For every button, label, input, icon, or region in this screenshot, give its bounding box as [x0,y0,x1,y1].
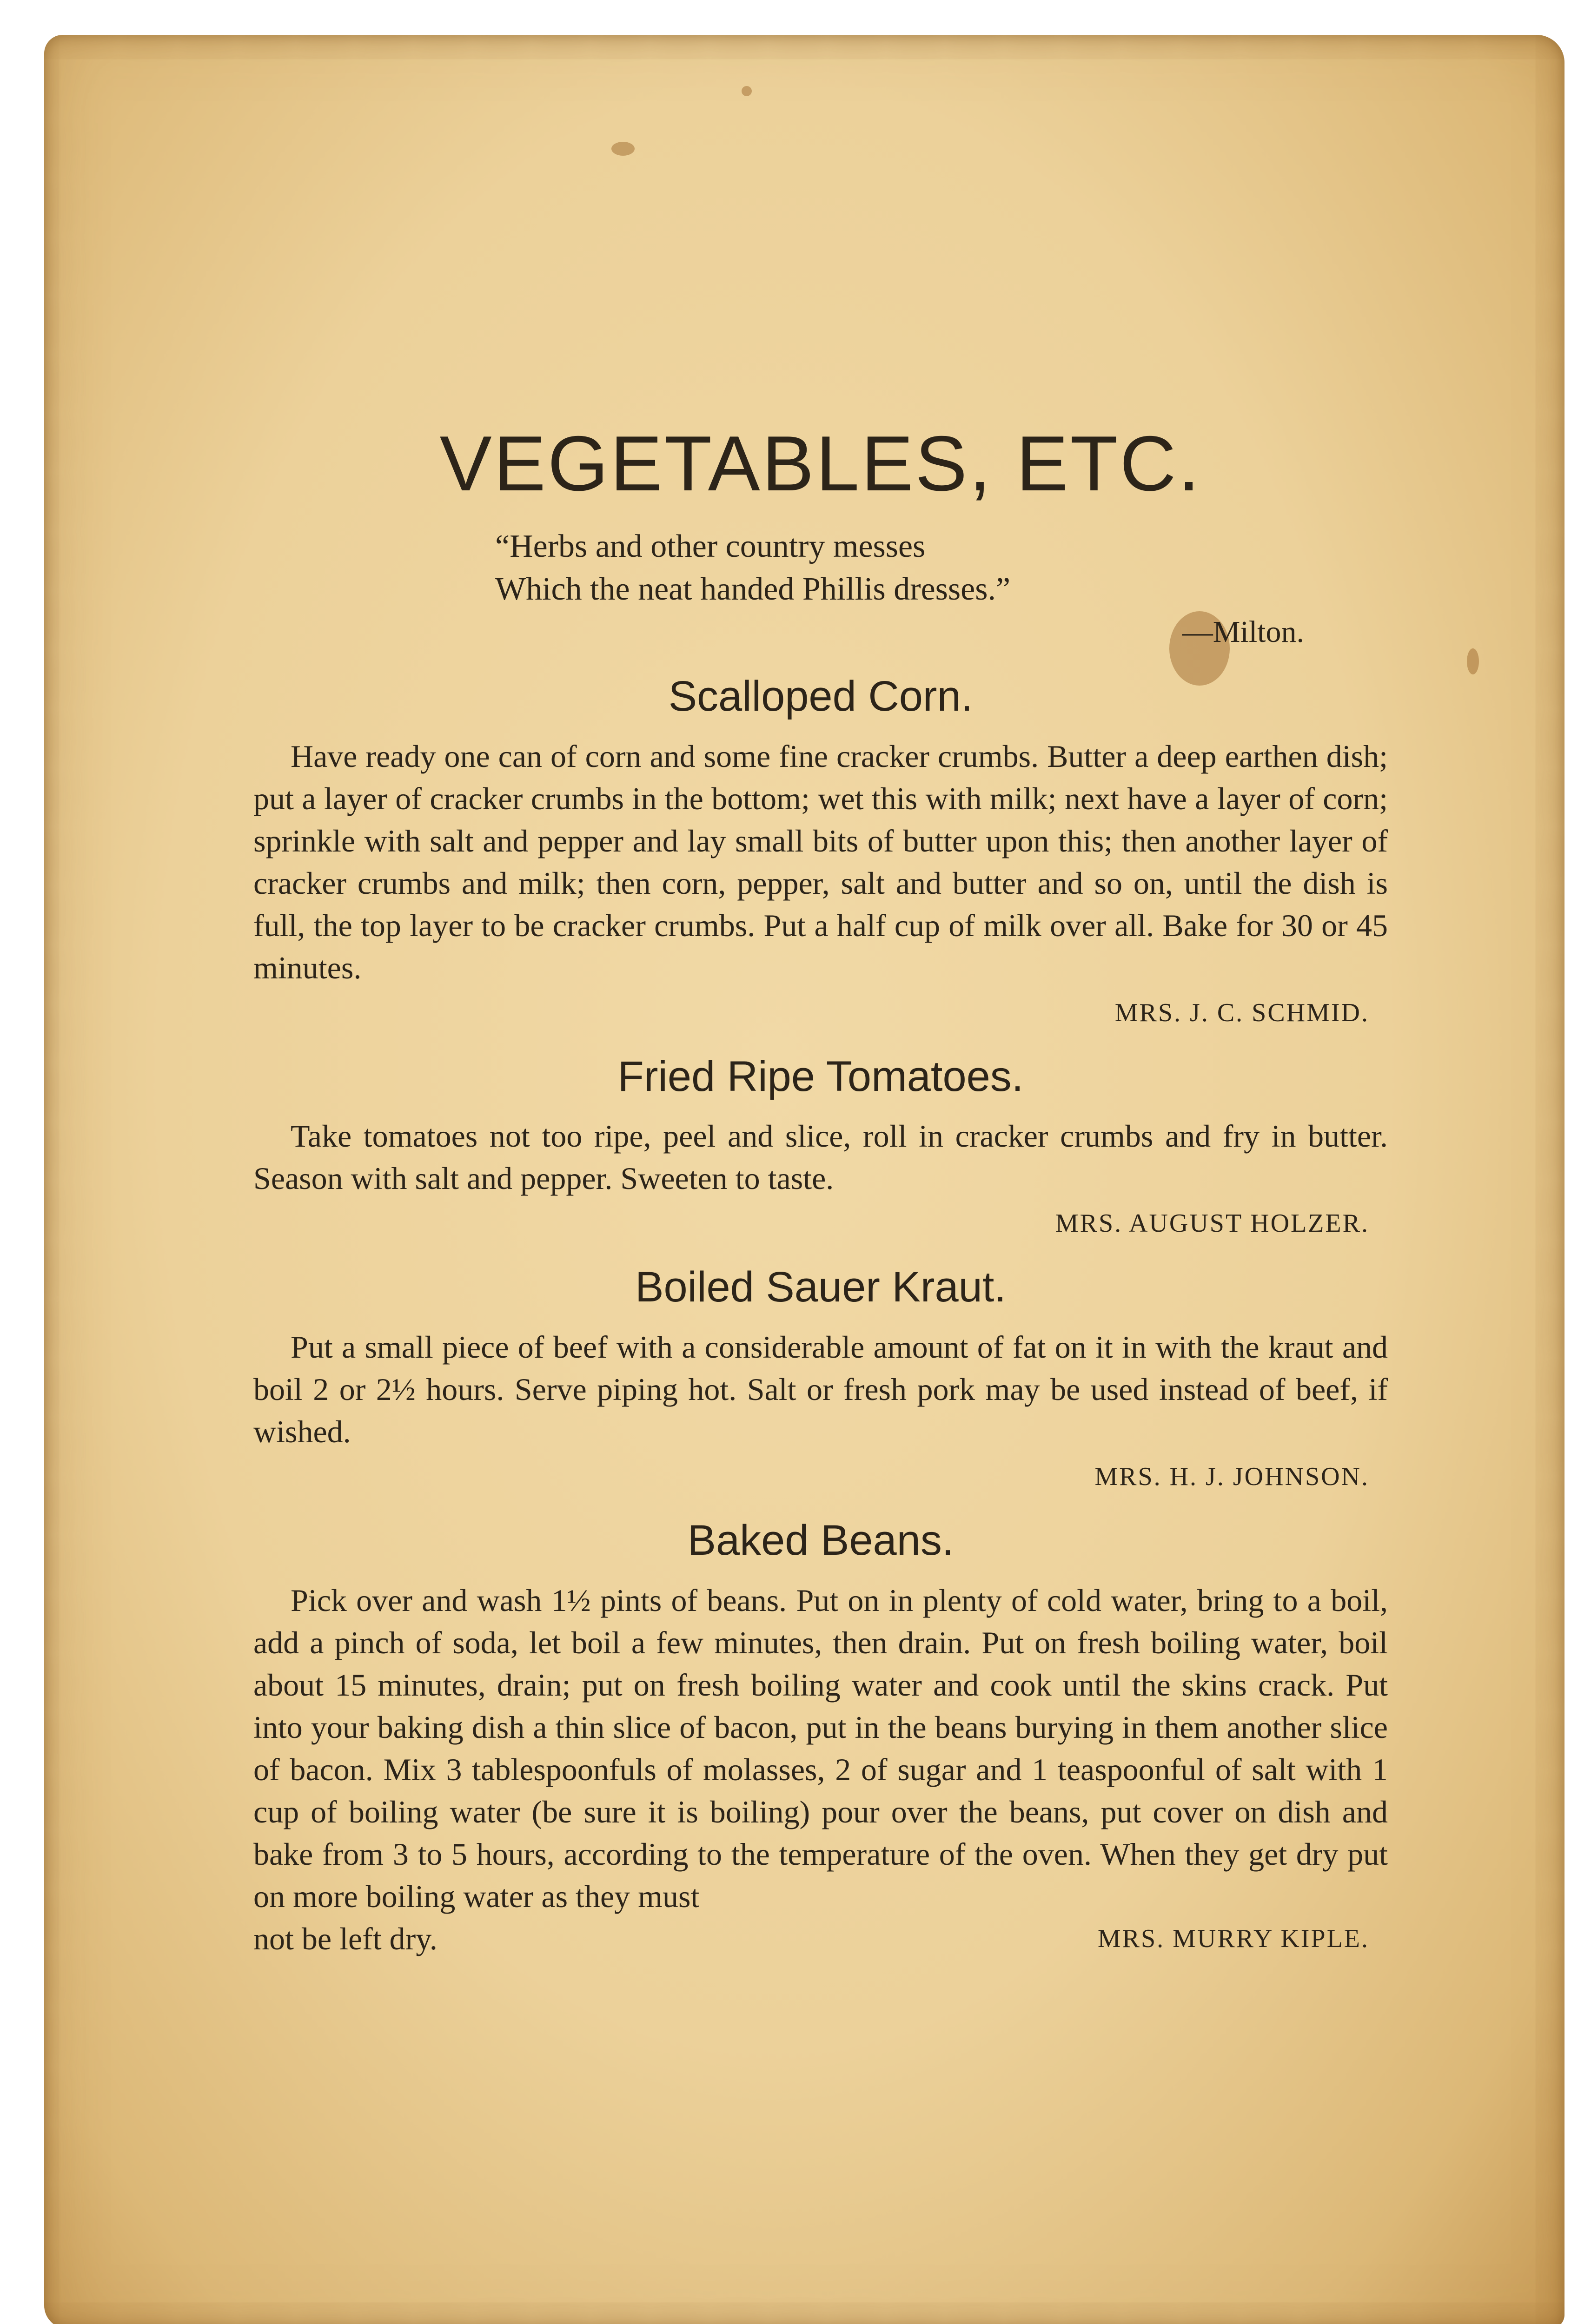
epigraph-line: “Herbs and other country messes [495,528,926,564]
epigraph [495,525,1388,654]
recipe-body: Pick over and wash 1½ pints of beans. Put on in plenty of cold water, bring to a boil, add a pinch of soda, let boil a few minutes, then drain. Put on fresh boiling water, boil about 15 minutes, drain; put on fresh boiling water and cook until the skins crack. Put into your baking dish a thin slice of bacon, put in the beans burying in them another slice of bacon. Mix 3 tablespoonfuls of molasses, 2 of sugar and 1 teaspoonful of salt with 1 cup of boiling water (be sure it is boiling) pour over the beans, put cover on dish and bake from 3 to 5 hours, according to the temperature of the oven. When they get dry put on more boiling water as they must [253,1582,1388,1914]
recipe-heading: Scalloped Corn. [668,672,973,720]
recipe-signature: MRS. H. J. JOHNSON. [1094,1462,1369,1492]
recipe-body: Have ready one can of corn and some fine cracker crumbs. Butter a deep earthen dish; put a layer of cracker crumbs in the bottom; wet this with milk; next have a layer of corn; sprinkle with salt and pepper and lay small bits of butter upon this; then another layer of cracker crumbs and milk; then corn, pepper, salt and butter and so on, until the dish is full, the top layer to be cracker crumbs. Put a half cup of milk over all. Bake for 30 or 45 minutes. [253,738,1388,985]
recipe-heading: Baked Beans. [687,1517,954,1565]
book-page [44,35,1564,2324]
recipe-body: Put a small piece of beef with a considerable amount of fat on it in with the kraut and boil 2 or 2½ hours. Serve piping hot. Salt or fresh pork may be used instead of beef, if wished. [253,1329,1388,1450]
recipe-boiled-sauer-kraut [253,1263,1388,1498]
recipe-signature: MRS. AUGUST HOLZER. [1055,1209,1369,1238]
recipe-heading: Boiled Sauer Kraut. [635,1263,1006,1311]
page-title: VEGETABLES, ETC. [439,420,1202,507]
recipe-baked-beans [253,1516,1388,1960]
stain-mark [611,142,635,156]
stain-mark [1467,648,1479,674]
epigraph-line: Which the neat handed Phillis dresses.” [495,571,1011,607]
stain-mark [742,86,752,96]
recipe-heading: Fried Ripe Tomatoes. [617,1052,1024,1100]
epigraph-attribution: —Milton. [1182,614,1304,649]
recipe-scalloped-corn [253,672,1388,1034]
page-content [253,421,1388,1960]
recipe-fried-ripe-tomatoes [253,1052,1388,1245]
recipe-body-end: not be left dry. [253,1921,438,1956]
recipe-signature: MRS. MURRY KIPLE. [1097,1924,1369,1953]
recipe-signature: MRS. J. C. SCHMID. [1114,998,1369,1027]
recipe-last-line [253,1918,1388,1960]
recipe-body: Take tomatoes not too ripe, peel and slice, roll in cracker crumbs and fry in butter. Season with salt and pepper. Sweeten to taste. [253,1118,1388,1196]
